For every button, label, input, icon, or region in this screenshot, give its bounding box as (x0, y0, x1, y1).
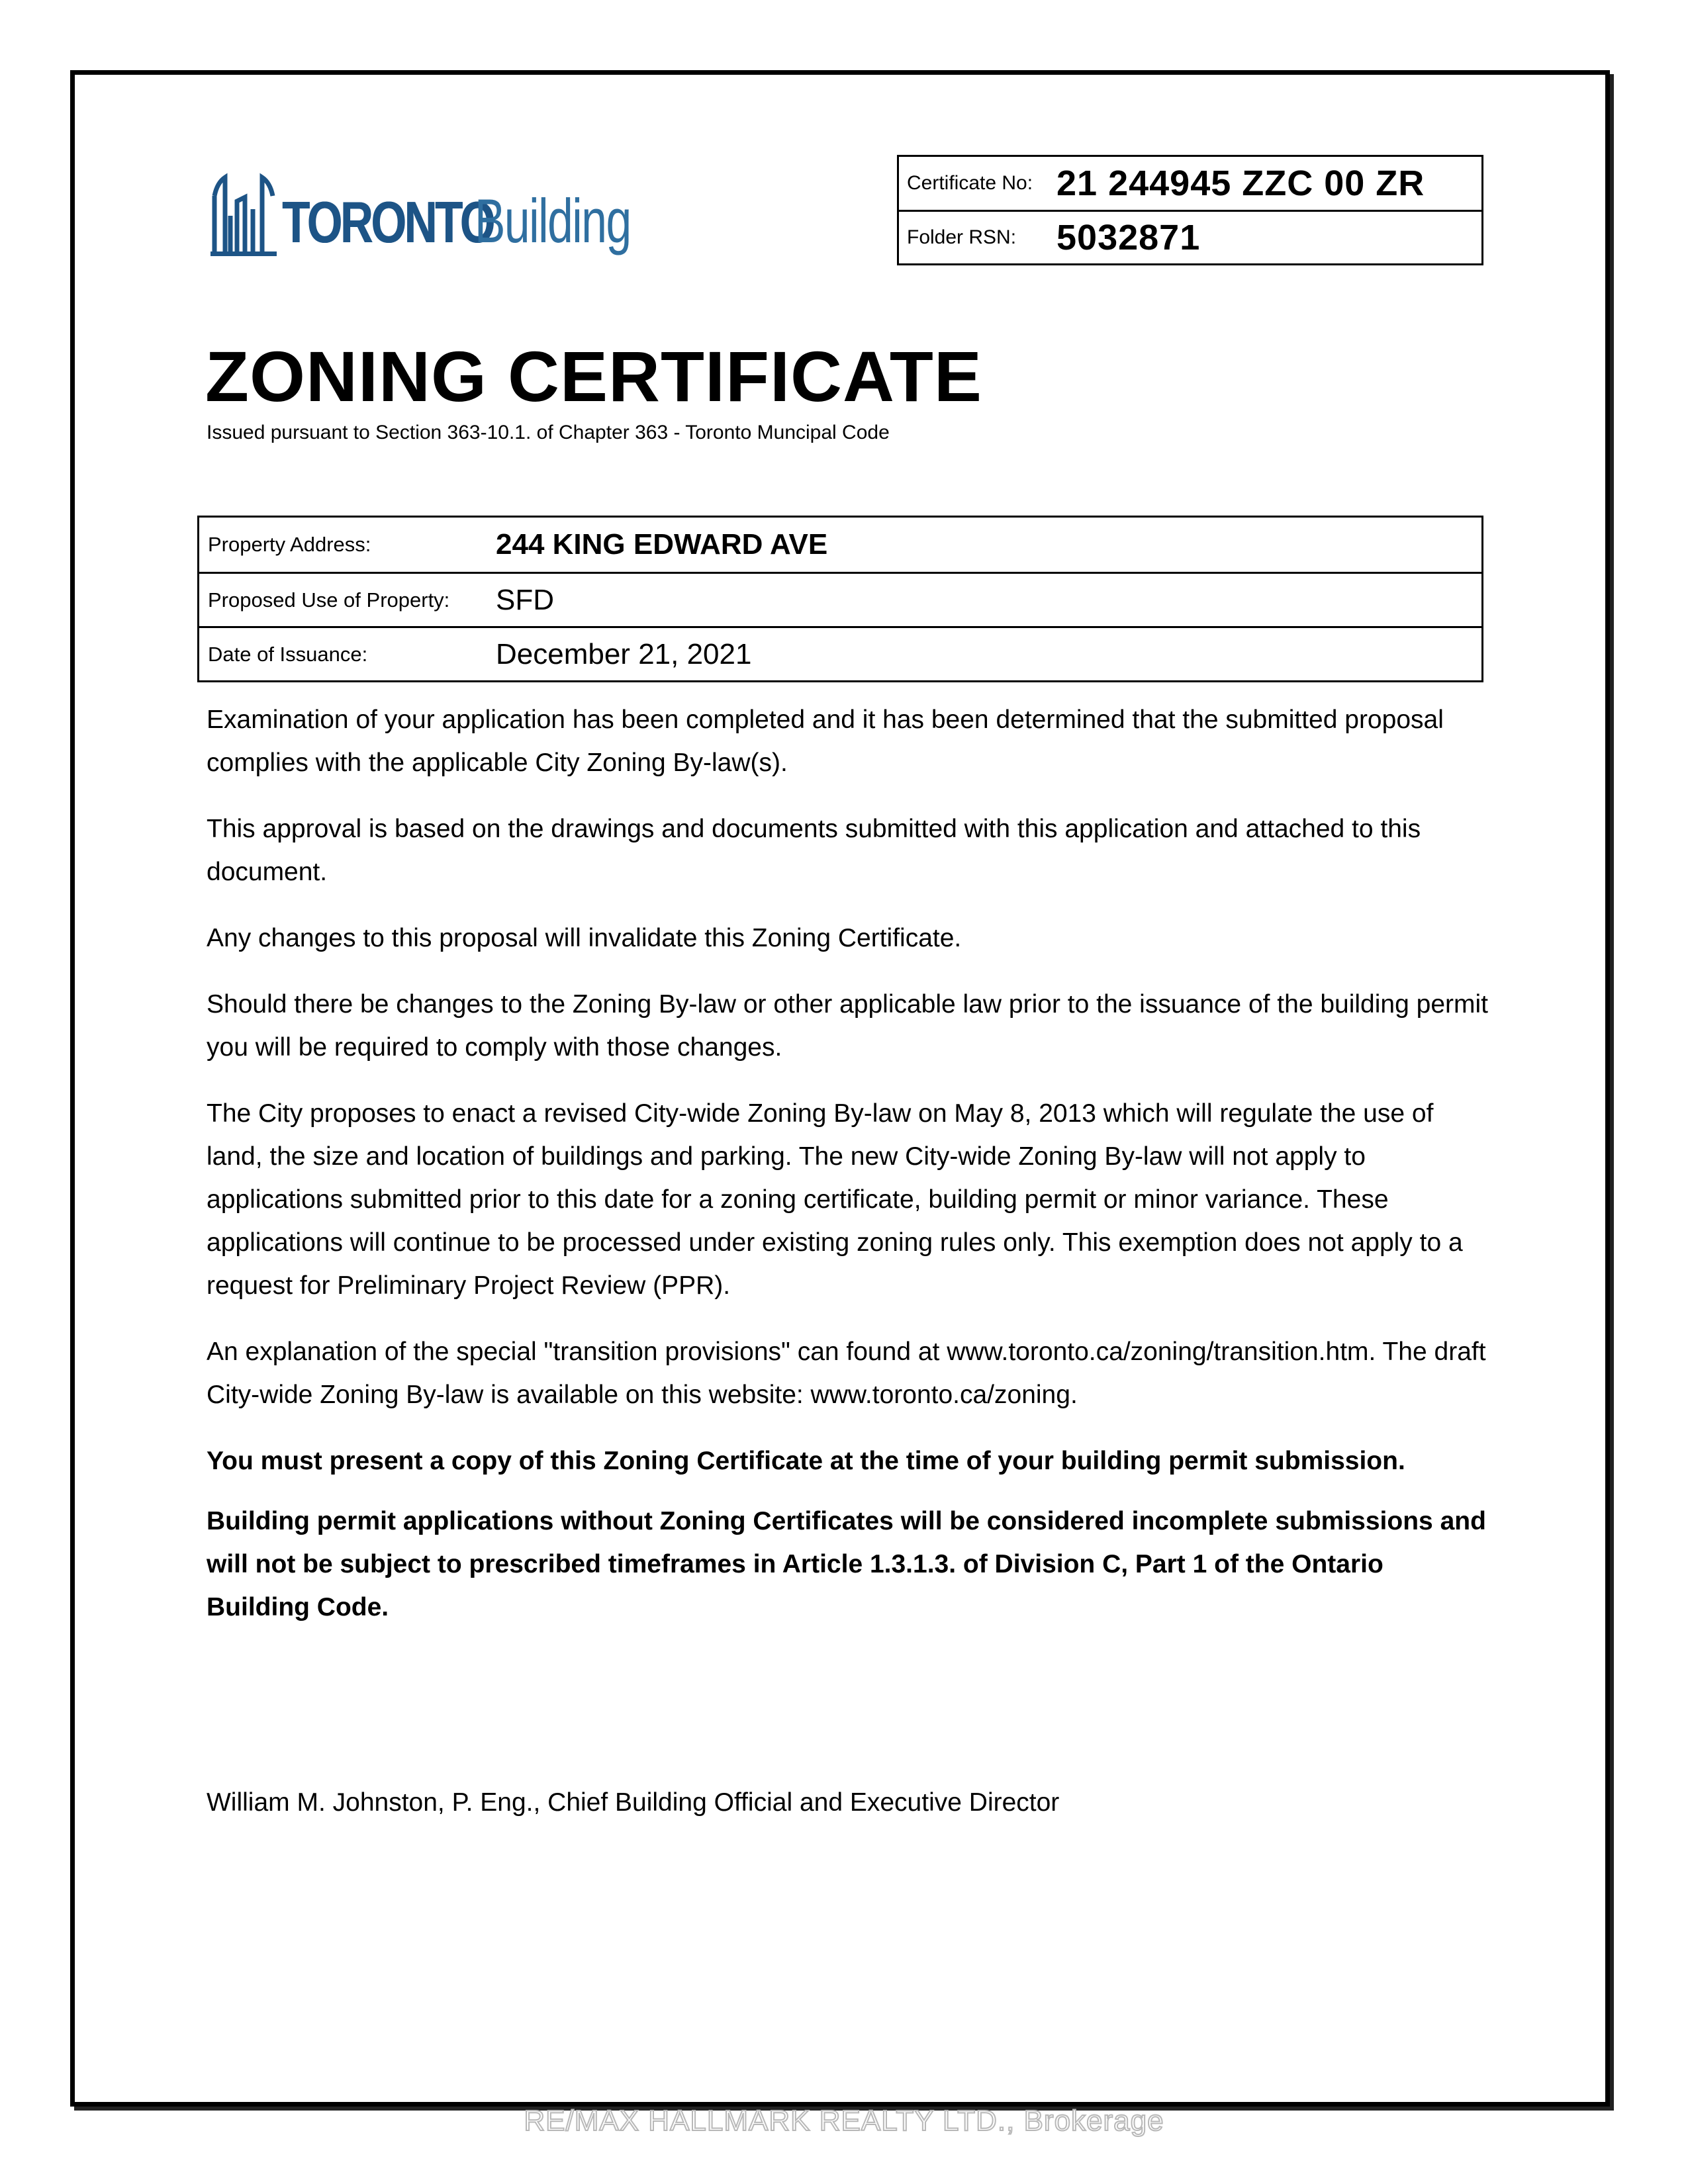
certificate-body (207, 698, 1491, 1652)
brokerage-watermark: RE/MAX HALLMARK REALTY LTD., Brokerage (524, 2105, 1164, 2137)
property-address-value: 244 KING EDWARD AVE (496, 528, 828, 561)
proposed-use-value: SFD (496, 583, 554, 616)
page-title: ZONING CERTIFICATE (205, 336, 982, 416)
date-of-issuance-row (199, 626, 1481, 680)
body-paragraph-bylaw-changes: Should there be changes to the Zoning By-law or other applicable law prior to the issuance of the building permit you will be required to comply with those changes. (207, 990, 1488, 1062)
date-of-issuance-label: Date of Issuance: (208, 642, 368, 666)
folder-rsn-label: Folder RSN: (907, 226, 1017, 248)
property-address-row (199, 518, 1481, 572)
folder-rsn-row (899, 210, 1481, 263)
property-address-label: Property Address: (208, 533, 371, 556)
date-of-issuance-value: December 21, 2021 (496, 637, 752, 670)
toronto-building-logo (211, 158, 685, 257)
signature-line: William M. Johnston, P. Eng., Chief Building Official and Executive Director (207, 1788, 1060, 1817)
logo-wordmark (282, 185, 685, 257)
certificate-number-label: Certificate No: (907, 172, 1033, 194)
proposed-use-label: Proposed Use of Property: (208, 588, 450, 612)
logo-toronto-text: TORONTO (282, 189, 493, 255)
city-hall-logo-icon (211, 169, 277, 257)
logo-building-text: Building (474, 186, 631, 255)
property-table (197, 516, 1483, 682)
body-paragraph-incomplete-submissions: Building permit applications without Zoning Certificates will be considered incomplete submissions and will not be subject to prescribed timeframes in Article 1.3.1.3. of Division C, Part 1 of the Ontario Building Code. (207, 1507, 1486, 1621)
certificate-number-value: 21 244945 ZZC 00 ZR (1056, 163, 1425, 203)
body-paragraph-changes: Any changes to this proposal will invalidate this Zoning Certificate. (207, 924, 962, 952)
body-paragraph-approval: This approval is based on the drawings and documents submitted with this application and attached to this document. (207, 815, 1421, 886)
body-paragraph-transition: An explanation of the special "transition provisions" can found at www.toronto.ca/zoning/transition.htm. The draft City-wide Zoning By-law is available on this website: www.toronto.ca/zoning. (207, 1338, 1486, 1409)
certificate-number-row (899, 157, 1481, 210)
folder-rsn-value: 5032871 (1056, 217, 1201, 257)
certificate-box (897, 155, 1483, 265)
body-paragraph-city-wide-bylaw: The City proposes to enact a revised City-wide Zoning By-law on May 8, 2013 which will regulate the use of land, the size and location of buildings and parking. The new City-wide Zoning By-law will not apply to applications submitted prior to this date for a zoning certificate, building permit or minor variance. These applications will continue to be processed under existing zoning rules only. This exemption does not apply to a request for Preliminary Project Review (PPR). (207, 1099, 1463, 1300)
page-subtitle: Issued pursuant to Section 363-10.1. of Chapter 363 - Toronto Muncipal Code (207, 422, 890, 443)
body-paragraph-present-copy: You must present a copy of this Zoning Certificate at the time of your building permit submission. (207, 1447, 1405, 1475)
proposed-use-row (199, 572, 1481, 626)
body-paragraph-examination: Examination of your application has been completed and it has been determined that the submitted proposal complies with the applicable City Zoning By-law(s). (207, 705, 1444, 777)
